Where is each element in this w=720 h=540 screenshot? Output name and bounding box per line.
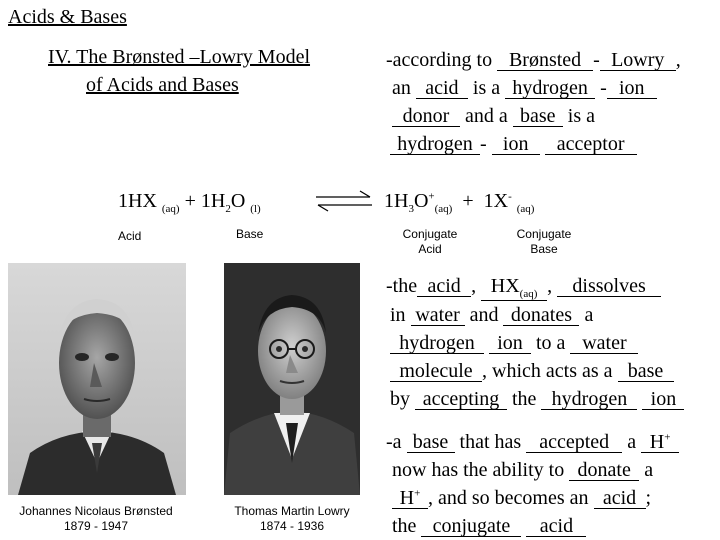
blank-ion-2: ion xyxy=(492,134,540,155)
blank-acid-4: acid xyxy=(594,488,646,509)
explanation1-line-1: -the acid , $HX_{(aq)}$ , dissolves xyxy=(386,272,684,301)
explanation2-line-4: the conjugate acid xyxy=(392,512,679,540)
blank-hydrogen: hydrogen xyxy=(505,78,595,99)
equation-reactants: 1HX $_{(aq)} + 1H_2O$ $_{(l)}$ xyxy=(118,190,261,215)
blank-base-3: base xyxy=(407,432,455,453)
blank-hydrogen-3: hydrogen xyxy=(390,333,484,354)
blank-dissolves: dissolves xyxy=(557,276,661,297)
blank-ion-4: ion xyxy=(642,389,684,410)
explanation1-line-2: in water and donates a xyxy=(390,304,594,326)
blank-brønsted: Brønsted xyxy=(497,50,593,71)
explanation1-line-3: hydrogen ion to a water xyxy=(390,329,684,357)
blank-molecule: molecule xyxy=(390,361,482,382)
label-base: Base xyxy=(236,227,264,241)
blank-acid: acid xyxy=(416,78,468,99)
blank-h-plus-2: H+ xyxy=(392,488,428,509)
blank-acceptor: acceptor xyxy=(545,134,637,155)
blank-donor: donor xyxy=(392,106,460,127)
lowry-portrait xyxy=(224,263,360,495)
blank-water-2: water xyxy=(570,333,638,354)
blank-donate: donate xyxy=(569,460,639,481)
explanation2-line-1: -a base that has accepted a H+ xyxy=(386,428,679,456)
blank-ion: ion xyxy=(607,78,657,99)
definition-line-1: -according to Brønsted - Lowry , xyxy=(386,49,681,71)
explanation-block-2 xyxy=(386,428,679,540)
blank-lowry: Lowry xyxy=(600,50,676,71)
blank-base-2: base xyxy=(618,361,674,382)
blank-hydrogen-2: hydrogen xyxy=(390,134,480,155)
section-heading-line1: IV. The Brønsted –Lowry Model xyxy=(48,46,311,68)
explanation1-line-5: by accepting the hydrogen ion xyxy=(390,385,684,413)
label-acid: Acid xyxy=(118,229,142,243)
blank-hydrogen-4: hydrogen xyxy=(541,389,637,410)
blank-base: base xyxy=(513,106,563,127)
blank-hx: $HX_{(aq)}$ xyxy=(481,276,547,301)
page-title: Acids & Bases xyxy=(8,6,127,28)
section-heading-line2: of Acids and Bases xyxy=(86,74,239,96)
blank-accepting: accepting xyxy=(415,389,507,410)
explanation-block-1 xyxy=(386,272,684,413)
reactant-water: $1H_2O$ $_{(l)}$ xyxy=(200,190,261,215)
product-conjugate-base: 1X- $_{(aq)}$ xyxy=(483,190,535,215)
label-conjugate-acid: Conjugate Acid xyxy=(402,227,458,256)
lowry-caption: Thomas Martin Lowry 1874 - 1936 xyxy=(234,504,350,533)
blank-ion-3: ion xyxy=(489,333,531,354)
definition-line-2: an acid is a hydrogen - ion xyxy=(392,74,681,102)
explanation2-line-3: H+ , and so becomes an acid ; xyxy=(392,484,679,512)
explanation2-line-2: now has the ability to donate a xyxy=(392,459,654,481)
explanation1-line-4: molecule , which acts as a base xyxy=(390,357,684,385)
bronsted-caption: Johannes Nicolaus Brønsted 1879 - 1947 xyxy=(19,504,173,533)
blank-acid-5: acid xyxy=(526,516,586,537)
blank-donates: donates xyxy=(503,305,579,326)
label-conjugate-base: Conjugate Base xyxy=(516,227,572,256)
definition-block xyxy=(386,46,681,158)
product-hydronium: $1H_3O^+_{(aq)}$ xyxy=(384,190,453,215)
blank-acid-3: acid xyxy=(417,276,471,297)
reactant-acid: 1HX $_{(aq)}$ xyxy=(118,190,180,215)
definition-line-4: hydrogen - ion acceptor xyxy=(390,130,681,158)
equation-products: $1H_3O^+_{(aq)} + 1X^-$ $_{(aq)}$ xyxy=(384,190,535,215)
blank-water: water xyxy=(411,305,465,326)
blank-conjugate: conjugate xyxy=(421,516,521,537)
bronsted-portrait xyxy=(8,263,186,495)
blank-h-plus: H+ xyxy=(641,432,679,453)
blank-accepted: accepted xyxy=(526,432,622,453)
definition-line-3: donor and a base is a xyxy=(392,102,681,130)
equilibrium-arrow-icon xyxy=(314,188,374,214)
